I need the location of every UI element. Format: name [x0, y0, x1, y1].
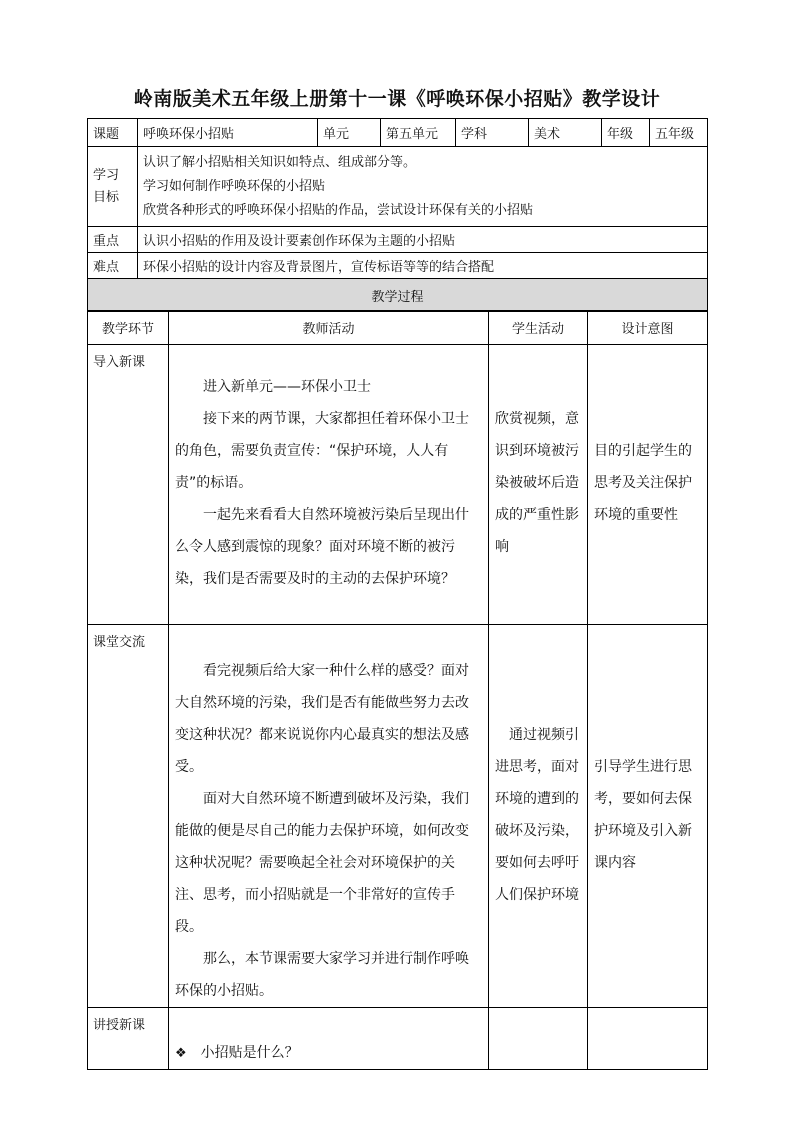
student-activity-intro	[489, 345, 588, 625]
difficulty-label: 难点	[88, 253, 138, 279]
unit-value: 第五单元	[381, 119, 456, 147]
grade-label: 年级	[602, 119, 650, 147]
objectives-label	[88, 147, 138, 227]
student-activity-discussion	[489, 625, 588, 1008]
teacher-paragraph: 看完视频后给大家一种什么样的感受？面对大自然环境的污染，我们是否有能做些努力去改变这种状况？都来说说你内心最真实的想法及感受。	[175, 663, 469, 775]
subject-value: 美术	[529, 119, 602, 147]
topic-label: 课题	[88, 119, 138, 147]
grade-value: 五年级	[650, 119, 708, 147]
teacher-paragraph: 一起先来看看大自然环境被污染后呈现出什么令人感到震惊的现象？面对环境不断的被污染，我们是否需要及时的主动的去保护环境？	[175, 507, 469, 587]
process-table	[87, 310, 708, 1070]
objective-item: 学习如何制作呼唤环保的小招贴	[143, 178, 326, 194]
intent-text: 引导学生进行思考，要如何去保护环境及引入新课内容	[594, 759, 692, 871]
design-intent-discussion	[588, 625, 708, 1008]
objectives-label-line2: 目标	[93, 189, 120, 205]
table-row	[88, 625, 708, 1008]
teacher-item: 小招贴是什么？	[200, 1045, 299, 1061]
topic-value: 呼唤环保小招贴	[138, 119, 318, 147]
objective-item: 欣赏各种形式的呼唤环保小招贴的作品，尝试设计环保有关的小招贴	[143, 202, 534, 218]
difficulty-text: 环保小招贴的设计内容及背景图片，宣传标语等等的结合搭配	[138, 253, 708, 279]
teacher-paragraph: 进入新单元——环保小卫士	[203, 379, 371, 395]
student-text: 欣赏视频，意识到环境被污染被破坏后造成的严重性影响	[495, 411, 579, 555]
lesson-info-table	[87, 118, 708, 312]
header-intent: 设计意图	[588, 311, 708, 345]
objective-item: 认识了解小招贴相关知识如特点、组成部分等。	[143, 154, 417, 170]
intent-text: 目的引起学生的思考及关注保护环境的重要性	[594, 443, 692, 523]
teacher-activity-intro	[169, 345, 489, 625]
unit-label: 单元	[318, 119, 381, 147]
teacher-activity-new-lesson	[169, 1008, 489, 1070]
objectives-content	[138, 147, 708, 227]
subject-label: 学科	[456, 119, 529, 147]
header-teacher: 教师活动	[169, 311, 489, 345]
student-activity-new-lesson	[489, 1008, 588, 1070]
table-row	[88, 1008, 708, 1070]
teacher-paragraph: 那么，本节课需要大家学习并进行制作呼唤环保的小招贴。	[175, 951, 469, 999]
teacher-activity-discussion	[169, 625, 489, 1008]
teacher-paragraph: 面对大自然环境不断遭到破坏及污染，我们能做的便是尽自己的能力去保护环境，如何改变这种状况呢？需要唤起全社会对环境保护的关注、思考，而小招贴就是一个非常好的宣传手段。	[175, 791, 469, 935]
table-row	[88, 345, 708, 625]
key-point-label: 重点	[88, 227, 138, 253]
teacher-paragraph: 接下来的两节课，大家都担任着环保小卫士的角色，需要负责宣传：“保护环境，人人有责”的标语。	[175, 411, 469, 491]
header-student: 学生活动	[489, 311, 588, 345]
student-text: 通过视频引进思考，面对环境的遭到的破坏及污染，要如何去呼吁人们保护环境	[495, 727, 579, 903]
stage-discussion: 课堂交流	[88, 625, 169, 1008]
objectives-label-line1: 学习	[93, 167, 120, 183]
header-stage: 教学环节	[88, 311, 169, 345]
stage-intro: 导入新课	[88, 345, 169, 625]
stage-new-lesson: 讲授新课	[88, 1008, 169, 1070]
key-point-text: 认识小招贴的作用及设计要素创作环保为主题的小招贴	[138, 227, 708, 253]
diamond-bullet-icon: ❖	[175, 1046, 187, 1061]
document-title: 岭南版美术五年级上册第十一课《呼唤环保小招贴》教学设计	[133, 88, 661, 110]
design-intent-intro	[588, 345, 708, 625]
process-heading: 教学过程	[88, 279, 708, 312]
design-intent-new-lesson	[588, 1008, 708, 1070]
